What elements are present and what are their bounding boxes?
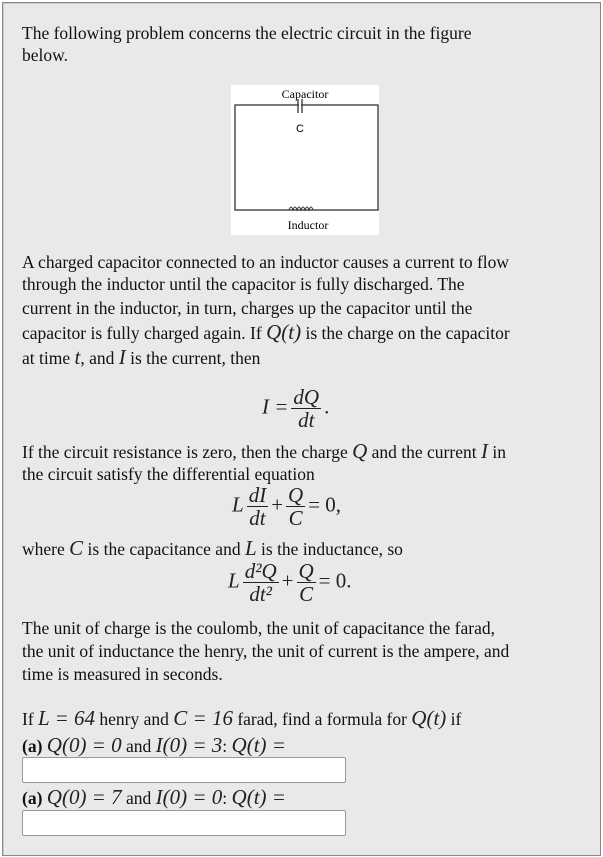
math: L [244, 536, 257, 560]
para1-line-5 [22, 346, 260, 369]
denominator: dt² [249, 582, 272, 606]
text: capacitor is fully charged again. If [22, 323, 267, 343]
math: C [69, 536, 84, 560]
text: : [222, 736, 232, 756]
math: . [324, 394, 330, 419]
equation-current [262, 386, 329, 431]
math: L [232, 492, 244, 517]
part1-answer-input[interactable] [22, 757, 346, 783]
math: L = 64 [38, 706, 96, 730]
intro-line-2: below. [22, 45, 69, 65]
para2-line-2: the circuit satisfy the differential equation [22, 464, 315, 484]
para1-line-2: through the inductor until the capacitor is fully discharged. The [22, 274, 465, 294]
text: : [222, 788, 232, 808]
numerator: dI [248, 483, 267, 507]
math: Q(t) [411, 706, 447, 730]
text: , and [80, 348, 119, 368]
text: henry and [95, 709, 174, 729]
text: is the inductance, so [256, 539, 403, 559]
denominator: C [299, 582, 314, 606]
math: t [74, 345, 81, 369]
para1-line-4 [22, 321, 510, 344]
numerator: Q [288, 483, 304, 507]
denominator: C [288, 506, 303, 530]
para2-line-1 [22, 440, 506, 463]
capacitor-label: Capacitor [281, 87, 329, 101]
part1-prompt [22, 734, 286, 757]
units-line-1: The unit of charge is the coulomb, the unit of capacitance the farad, [22, 618, 495, 638]
math: I [480, 439, 488, 463]
math: L [228, 568, 240, 593]
math: = 0. [318, 568, 352, 593]
math: Q [352, 439, 368, 463]
text: at time [22, 348, 75, 368]
part-label: (a) [22, 736, 43, 756]
text: in [487, 442, 506, 462]
question-line [22, 707, 461, 730]
math: I(0) = 0 [155, 785, 223, 809]
text: where [22, 539, 70, 559]
circuit-figure [231, 85, 379, 235]
text: and [121, 736, 156, 756]
math: Q(t) = [231, 733, 286, 757]
fraction [297, 560, 316, 605]
text: is the current, then [125, 348, 261, 368]
fraction [286, 484, 305, 529]
text: if [446, 709, 462, 729]
equation-differential [232, 484, 341, 529]
denominator: dt [298, 408, 315, 432]
part2-prompt [22, 786, 286, 809]
math: I(0) = 3 [155, 733, 223, 757]
math: Q(0) = 0 [46, 733, 122, 757]
circuit-diagram [231, 85, 379, 235]
math: Q(t) = [231, 785, 286, 809]
text: and [121, 788, 156, 808]
math: I = [262, 394, 289, 419]
plus: + [271, 492, 284, 517]
denominator: dt [249, 506, 266, 530]
text: If the circuit resistance is zero, then the charge [22, 442, 353, 462]
text: is the charge on the capacitor [301, 323, 510, 343]
text: and the current [367, 442, 481, 462]
intro-line-1: The following problem concerns the electric circuit in the figure [22, 23, 472, 43]
math: = 0, [308, 492, 342, 517]
inductor-label: Inductor [287, 218, 329, 232]
c-label: C [296, 123, 304, 135]
numerator: d²Q [244, 559, 277, 583]
text: farad, find a formula for [232, 709, 412, 729]
para3-line [22, 537, 403, 560]
numerator: dQ [293, 385, 320, 409]
para1-line-3: current in the inductor, in turn, charges up the capacitor until the [22, 298, 473, 318]
fraction [291, 386, 321, 431]
plus: + [281, 568, 294, 593]
math: Q(0) = 7 [46, 785, 122, 809]
part-label: (a) [22, 788, 43, 808]
part2-answer-input[interactable] [22, 810, 346, 836]
para1-line-1: A charged capacitor connected to an inductor causes a current to flow [22, 252, 510, 272]
math: C = 16 [173, 706, 233, 730]
math: Q(t) [266, 320, 302, 344]
math: I [118, 345, 126, 369]
text: If [22, 709, 39, 729]
units-line-2: the unit of inductance the henry, the unit of current is the ampere, and [22, 641, 510, 661]
units-line-3: time is measured in seconds. [22, 664, 223, 684]
fraction [243, 560, 279, 605]
fraction [247, 484, 269, 529]
equation-second-order [228, 560, 352, 605]
text: is the capacitance and [83, 539, 245, 559]
numerator: Q [298, 559, 314, 583]
